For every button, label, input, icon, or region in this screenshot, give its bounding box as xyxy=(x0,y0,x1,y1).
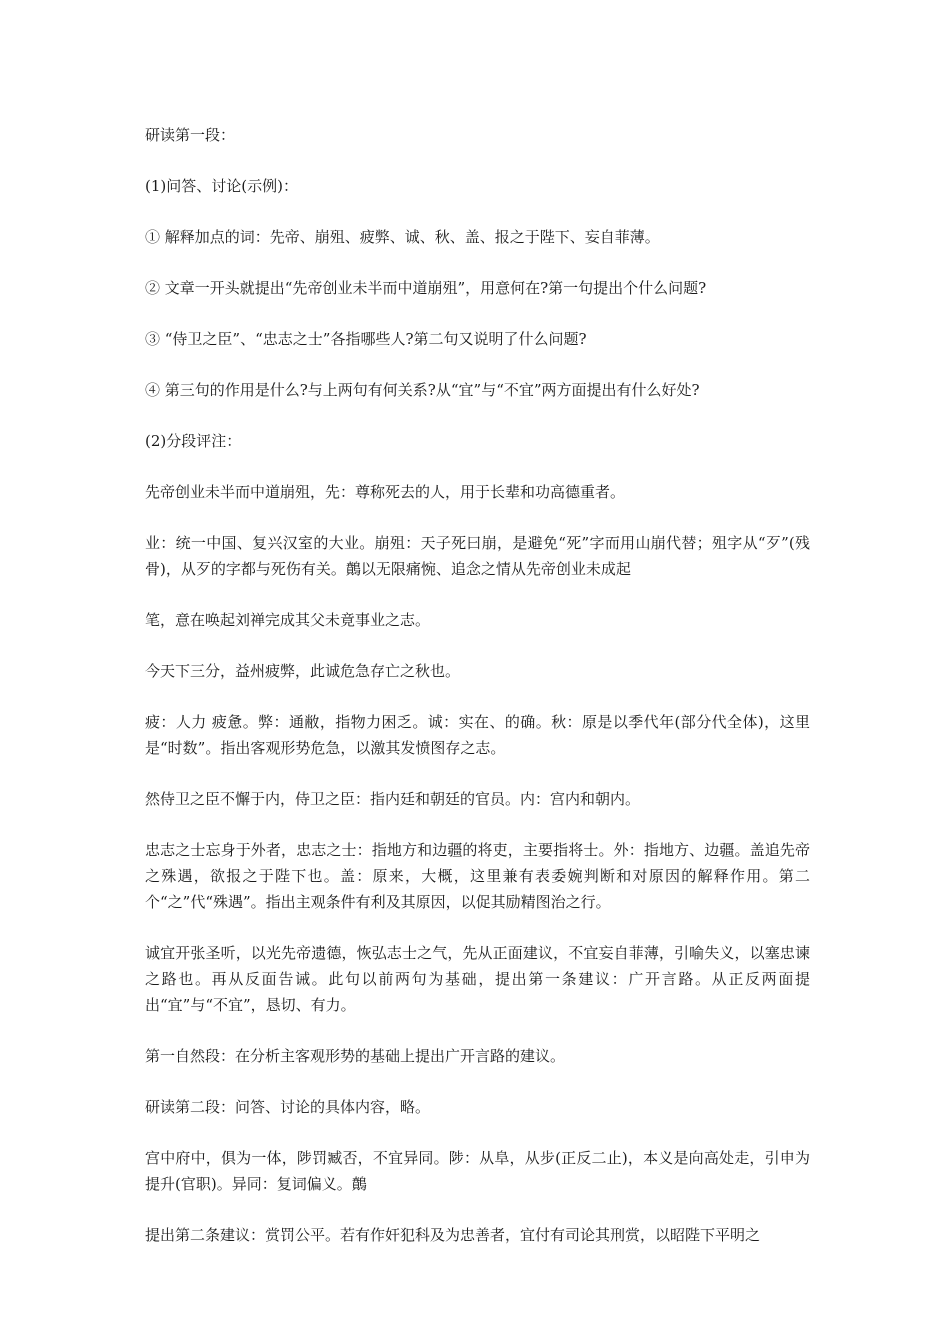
paragraph-commentary-1: 先帝创业未半而中道崩殂，先：尊称死去的人，用于长辈和功高德重者。 xyxy=(145,483,626,501)
paragraph-qa-discussion: (1)问答、讨论(示例)： xyxy=(145,177,298,195)
paragraph-commentary-6: 然侍卫之臣不懈于内，侍卫之臣：指内廷和朝廷的官员。内：宫内和朝内。 xyxy=(145,790,641,808)
paragraph-question-4: ④ 第三句的作用是什么?与上两句有何关系?从“宜”与“不宜”两方面提出有什么好处? xyxy=(145,381,700,399)
paragraph-heading-section1: 研读第一段： xyxy=(145,126,236,144)
paragraph-question-2: ② 文章一开头就提出“先帝创业未半而中道崩殂”，用意何在?第一句提出个什么问题? xyxy=(145,279,707,297)
paragraph-commentary-4: 今天下三分，益州疲弊，此诚危急存亡之秋也。 xyxy=(145,662,461,680)
paragraph-commentary-8: 诚宜开张圣听，以光先帝遗德，恢弘志士之气，先从正面建议，不宜妄自菲薄，引喻失义，以塞忠谏之路也。再从反面告诫。此句以前两句为基础，提出第一条建议：广开言路。从正反两面提出“宜”与“不宜”，恳切、有力。 xyxy=(145,944,810,1014)
paragraph-commentary-5: 疲：人力 疲惫。弊：通敝，指物力困乏。诚：实在、的确。秋：原是以季代年(部分代全体)，这里是“时数”。指出客观形势危急，以激其发愤图存之志。 xyxy=(145,713,810,757)
paragraph-question-1: ① 解释加点的词：先帝、崩殂、疲弊、诚、秋、盖、报之于陛下、妄自菲薄。 xyxy=(145,228,660,246)
paragraph-commentary-3: 笔，意在唤起刘禅完成其父未竟事业之志。 xyxy=(145,611,431,629)
paragraph-summary-1: 第一自然段：在分析主客观形势的基础上提出广开言路的建议。 xyxy=(145,1047,566,1065)
paragraph-commentary-7: 忠志之士忘身于外者，忠志之士：指地方和边疆的将吏，主要指将士。外：指地方、边疆。盖追先帝之殊遇，欲报之于陛下也。盖：原来，大概，这里兼有表委婉判断和对原因的解释作用。第二个“之”代“殊遇”。指出主观条件有利及其原因，以促其励精图治之行。 xyxy=(145,841,810,911)
paragraph-question-3: ③ “侍卫之臣”、“忠志之士”各指哪些人?第二句又说明了什么问题? xyxy=(145,330,587,348)
paragraph-commentary-2: 业：统一中国、复兴汉室的大业。崩殂：天子死曰崩，是避免“死”字而用山崩代替；殂字从“歹”(残骨)，从歹的字都与死伤有关。䴅以无限痛惋、追念之情从先帝创业未成起 xyxy=(145,534,810,578)
paragraph-heading-section2: 研读第二段：问答、讨论的具体内容，略。 xyxy=(145,1098,431,1116)
paragraph-commentary-10: 提出第二条建议：赏罚公平。若有作奸犯科及为忠善者，宜付有司论其刑赏，以昭陛下平明之 xyxy=(145,1226,761,1244)
paragraph-commentary-heading: (2)分段评注： xyxy=(145,432,242,450)
paragraph-commentary-9: 宫中府中，俱为一体，陟罚臧否，不宜异同。陟：从阜，从步(正反二止)，本义是向高处走，引申为提升(官职)。异同：复词偏义。䴅 xyxy=(145,1149,810,1193)
